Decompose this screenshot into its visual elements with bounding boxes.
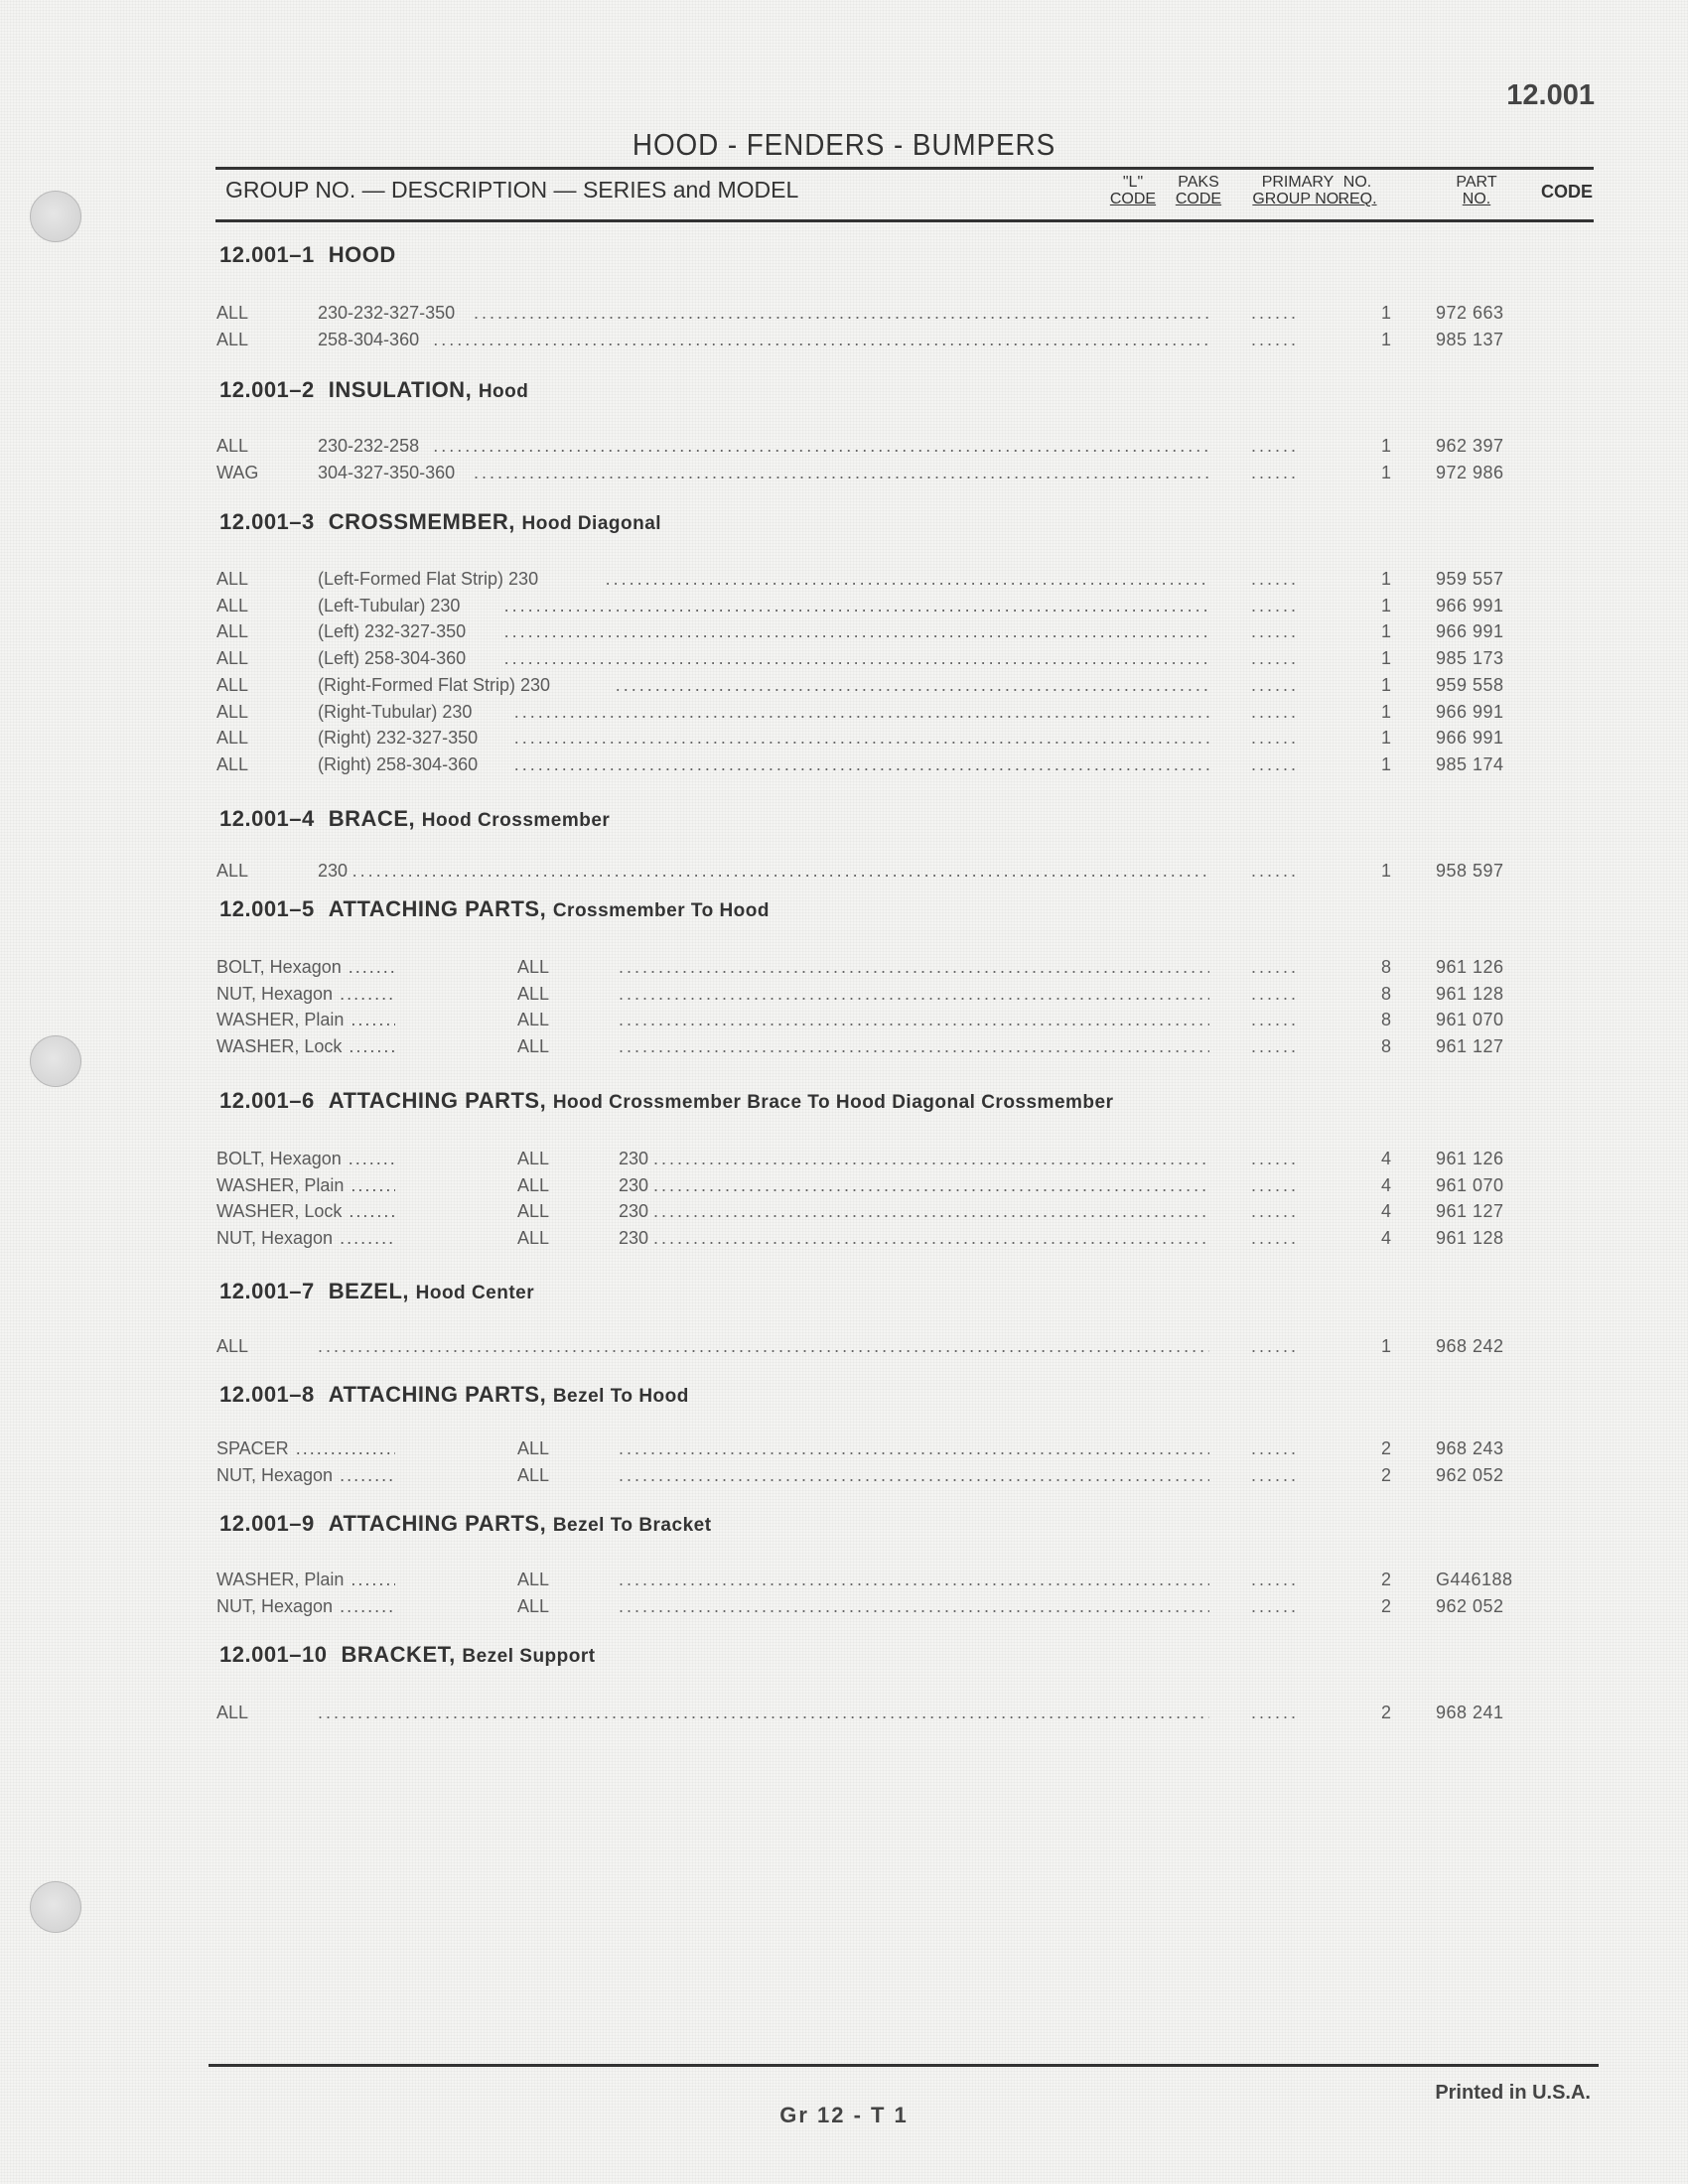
part-number: 959 557 bbox=[1436, 569, 1504, 589]
part-label: WASHER, Lock ..... bbox=[216, 1036, 395, 1057]
group-title: CROSSMEMBER, bbox=[328, 509, 515, 534]
header-part-line2: NO. bbox=[1462, 191, 1491, 207]
part-number: 972 663 bbox=[1436, 303, 1504, 323]
binder-hole-bottom bbox=[30, 1881, 81, 1933]
applicability: ALL bbox=[517, 1438, 550, 1458]
part-number: 961 127 bbox=[1436, 1201, 1504, 1222]
leader-dots bbox=[653, 1175, 1209, 1201]
quantity-required: 1 bbox=[1380, 728, 1391, 749]
primary-group-dots bbox=[1251, 621, 1299, 642]
group-number: 12.001–4 bbox=[219, 806, 315, 831]
leader-dots bbox=[619, 1438, 1209, 1464]
group-title: ATTACHING PARTS, bbox=[328, 1511, 547, 1536]
primary-group-dots bbox=[1251, 1228, 1299, 1249]
group-number: 12.001–8 bbox=[219, 1382, 315, 1407]
part-number: 961 126 bbox=[1436, 1149, 1504, 1168]
sheet-reference: Gr 12 - T 1 bbox=[779, 2103, 909, 2127]
leader-dots bbox=[616, 675, 1209, 701]
table-row bbox=[216, 1175, 1587, 1201]
applicability: ALL bbox=[517, 1010, 550, 1030]
table-row bbox=[216, 648, 1587, 674]
applicability: ALL bbox=[216, 569, 249, 589]
quantity-required: 8 bbox=[1380, 1010, 1391, 1030]
model-description: 230 bbox=[619, 1228, 649, 1249]
header-no-req bbox=[1328, 174, 1387, 207]
header-paks-code bbox=[1169, 174, 1228, 207]
quantity-required: 1 bbox=[1380, 462, 1391, 482]
primary-group-dots bbox=[1251, 303, 1299, 324]
applicability: ALL bbox=[517, 1570, 550, 1589]
part-number: 985 174 bbox=[1436, 753, 1504, 774]
binder-hole-top bbox=[30, 191, 81, 242]
group-heading bbox=[219, 509, 661, 535]
group-heading bbox=[219, 806, 610, 832]
model-description: (Left-Tubular) 230 bbox=[318, 595, 461, 615]
table-row bbox=[216, 1149, 1587, 1174]
group-title: ATTACHING PARTS, bbox=[328, 1382, 547, 1407]
group-subtitle: Hood bbox=[478, 381, 529, 402]
primary-group-dots bbox=[1251, 1336, 1299, 1357]
group-heading bbox=[219, 1642, 596, 1668]
model-description: (Left) 258-304-360 bbox=[318, 648, 467, 669]
applicability: ALL bbox=[216, 436, 249, 456]
primary-group-dots bbox=[1251, 1703, 1299, 1723]
page-number: 12.001 bbox=[1506, 79, 1595, 111]
leader-dots bbox=[352, 861, 1209, 887]
table-row bbox=[216, 569, 1587, 595]
quantity-required: 1 bbox=[1380, 1336, 1391, 1356]
applicability: ALL bbox=[216, 1336, 249, 1356]
header-part-no bbox=[1417, 174, 1536, 207]
group-subtitle: Crossmember To Hood bbox=[552, 900, 771, 921]
group-heading bbox=[219, 242, 396, 268]
group-heading bbox=[219, 1382, 689, 1408]
part-label: WASHER, Plain ..... bbox=[216, 1570, 395, 1590]
leader-dots bbox=[474, 303, 1209, 329]
header-part-line1: PART bbox=[1456, 174, 1497, 191]
table-row bbox=[216, 436, 1587, 462]
primary-group-dots bbox=[1251, 569, 1299, 590]
part-number: 961 070 bbox=[1436, 1010, 1504, 1030]
primary-group-dots bbox=[1251, 861, 1299, 882]
applicability: ALL bbox=[216, 303, 249, 323]
table-row bbox=[216, 702, 1587, 728]
leader-dots bbox=[653, 1228, 1209, 1254]
applicability: WAG bbox=[216, 462, 259, 482]
group-title: ATTACHING PARTS, bbox=[328, 1088, 547, 1113]
part-number: 966 991 bbox=[1436, 621, 1504, 642]
group-title: BEZEL, bbox=[328, 1279, 409, 1303]
table-row bbox=[216, 984, 1587, 1010]
group-number: 12.001–9 bbox=[219, 1511, 315, 1536]
leader-dots bbox=[619, 1596, 1209, 1622]
table-row bbox=[216, 1596, 1587, 1622]
group-number: 12.001–1 bbox=[219, 242, 315, 267]
table-row bbox=[216, 1336, 1587, 1362]
applicability: ALL bbox=[517, 1149, 550, 1168]
quantity-required: 4 bbox=[1380, 1149, 1391, 1168]
part-number: 968 242 bbox=[1436, 1336, 1504, 1356]
model-description: (Right-Tubular) 230 bbox=[318, 701, 473, 722]
column-header-row bbox=[215, 167, 1594, 222]
part-number: 962 052 bbox=[1436, 1464, 1504, 1485]
group-number: 12.001–7 bbox=[219, 1279, 315, 1303]
quantity-required: 1 bbox=[1380, 861, 1391, 881]
printed-note: Printed in U.S.A. bbox=[1435, 2082, 1591, 2104]
table-row bbox=[216, 1201, 1587, 1227]
table-row bbox=[216, 754, 1587, 780]
table-row bbox=[216, 330, 1587, 355]
applicability: ALL bbox=[517, 1201, 550, 1222]
binder-hole-middle bbox=[30, 1035, 81, 1087]
primary-group-dots bbox=[1251, 1438, 1299, 1459]
primary-group-dots bbox=[1251, 463, 1299, 483]
table-row bbox=[216, 675, 1587, 701]
leader-dots bbox=[433, 436, 1209, 462]
quantity-required: 1 bbox=[1380, 303, 1391, 323]
quantity-required: 1 bbox=[1380, 436, 1391, 456]
primary-group-dots bbox=[1251, 675, 1299, 696]
quantity-required: 1 bbox=[1380, 648, 1391, 669]
part-number: 972 986 bbox=[1436, 462, 1504, 482]
leader-dots bbox=[514, 702, 1209, 728]
part-label: BOLT, Hexagon ..... bbox=[216, 1149, 395, 1169]
leader-dots bbox=[433, 330, 1209, 355]
header-paks-line2: CODE bbox=[1175, 191, 1222, 207]
group-title: BRACE, bbox=[328, 806, 416, 831]
applicability: ALL bbox=[517, 1228, 550, 1249]
group-number: 12.001–10 bbox=[219, 1642, 328, 1667]
part-label: BOLT, Hexagon ..... bbox=[216, 957, 395, 978]
table-row bbox=[216, 1703, 1587, 1728]
part-label: SPACER ..... bbox=[216, 1438, 395, 1459]
leader-dots bbox=[514, 754, 1209, 780]
table-row bbox=[216, 1570, 1587, 1595]
header-primary-line1: PRIMARY bbox=[1261, 174, 1335, 191]
part-number: 961 127 bbox=[1436, 1036, 1504, 1057]
group-subtitle: Hood Crossmember Brace To Hood Diagonal Crossmember bbox=[552, 1092, 1114, 1113]
table-row bbox=[216, 621, 1587, 647]
leader-dots bbox=[619, 1036, 1209, 1062]
quantity-required: 1 bbox=[1380, 674, 1391, 695]
quantity-required: 2 bbox=[1380, 1703, 1391, 1722]
primary-group-dots bbox=[1251, 1036, 1299, 1057]
leader-dots bbox=[606, 569, 1209, 595]
primary-group-dots bbox=[1251, 1201, 1299, 1222]
model-description: 304-327-350-360 bbox=[318, 462, 456, 482]
section-title: HOOD - FENDERS - BUMPERS bbox=[632, 127, 1056, 162]
applicability: ALL bbox=[216, 674, 249, 695]
model-description: 258-304-360 bbox=[318, 329, 420, 349]
model-description: (Left) 232-327-350 bbox=[318, 621, 467, 642]
applicability: ALL bbox=[216, 701, 249, 722]
applicability: ALL bbox=[216, 861, 249, 881]
part-label: NUT, Hexagon ..... bbox=[216, 1228, 395, 1249]
table-row bbox=[216, 596, 1587, 621]
quantity-required: 4 bbox=[1380, 1228, 1391, 1249]
applicability: ALL bbox=[216, 753, 249, 774]
header-code: CODE bbox=[1541, 182, 1594, 202]
part-number: 958 597 bbox=[1436, 861, 1504, 881]
table-row bbox=[216, 1465, 1587, 1491]
group-heading bbox=[219, 1279, 534, 1304]
primary-group-dots bbox=[1251, 1149, 1299, 1169]
primary-group-dots bbox=[1251, 754, 1299, 775]
quantity-required: 2 bbox=[1380, 1595, 1391, 1616]
model-description: 230-232-327-350 bbox=[318, 303, 456, 323]
group-subtitle: Bezel To Bracket bbox=[552, 1515, 712, 1536]
group-subtitle: Bezel To Hood bbox=[552, 1386, 689, 1407]
table-row bbox=[216, 1438, 1587, 1464]
part-number: 961 128 bbox=[1436, 1228, 1504, 1249]
leader-dots bbox=[619, 1570, 1209, 1595]
part-number: 961 070 bbox=[1436, 1174, 1504, 1195]
quantity-required: 2 bbox=[1380, 1570, 1391, 1589]
part-number: G446188 bbox=[1436, 1570, 1513, 1589]
model-description: (Right) 232-327-350 bbox=[318, 728, 479, 749]
group-heading bbox=[219, 896, 770, 922]
part-label: NUT, Hexagon ..... bbox=[216, 984, 395, 1005]
applicability: ALL bbox=[216, 329, 249, 349]
leader-dots bbox=[619, 1465, 1209, 1491]
part-number: 968 243 bbox=[1436, 1438, 1504, 1458]
applicability: ALL bbox=[517, 1174, 550, 1195]
applicability: ALL bbox=[216, 595, 249, 615]
header-primary-line2: GROUP NO. bbox=[1252, 191, 1343, 207]
part-label: WASHER, Plain ..... bbox=[216, 1175, 395, 1196]
applicability: ALL bbox=[517, 1595, 550, 1616]
model-description: 230 bbox=[318, 861, 349, 881]
primary-group-dots bbox=[1251, 1175, 1299, 1196]
leader-dots bbox=[514, 728, 1209, 753]
primary-group-dots bbox=[1251, 330, 1299, 350]
group-heading bbox=[219, 1088, 1113, 1114]
applicability: ALL bbox=[517, 1464, 550, 1485]
leader-dots bbox=[318, 1336, 1209, 1362]
group-number: 12.001–3 bbox=[219, 509, 315, 534]
part-number: 959 558 bbox=[1436, 674, 1504, 695]
part-number: 962 397 bbox=[1436, 436, 1504, 456]
group-title: ATTACHING PARTS, bbox=[328, 896, 547, 921]
model-description: 230-232-258 bbox=[318, 436, 420, 456]
table-row bbox=[216, 463, 1587, 488]
primary-group-dots bbox=[1251, 1010, 1299, 1030]
primary-group-dots bbox=[1251, 1596, 1299, 1617]
header-l-code-line2: CODE bbox=[1109, 191, 1157, 207]
table-row bbox=[216, 728, 1587, 753]
group-heading bbox=[219, 1511, 712, 1537]
applicability: ALL bbox=[216, 648, 249, 669]
group-heading bbox=[219, 377, 528, 403]
header-noreq-line1: NO. bbox=[1342, 174, 1372, 191]
table-row bbox=[216, 861, 1587, 887]
leader-dots bbox=[504, 596, 1209, 621]
part-number: 966 991 bbox=[1436, 728, 1504, 749]
part-label: NUT, Hexagon ..... bbox=[216, 1465, 395, 1486]
quantity-required: 1 bbox=[1380, 621, 1391, 642]
primary-group-dots bbox=[1251, 702, 1299, 723]
primary-group-dots bbox=[1251, 957, 1299, 978]
primary-group-dots bbox=[1251, 984, 1299, 1005]
part-label: NUT, Hexagon ..... bbox=[216, 1596, 395, 1617]
group-subtitle: Hood Center bbox=[415, 1283, 535, 1303]
model-description: (Left-Formed Flat Strip) 230 bbox=[318, 569, 539, 589]
group-subtitle: Hood Crossmember bbox=[421, 810, 611, 831]
group-number: 12.001–6 bbox=[219, 1088, 315, 1113]
header-paks-line1: PAKS bbox=[1178, 174, 1219, 191]
leader-dots bbox=[653, 1149, 1209, 1174]
quantity-required: 1 bbox=[1380, 595, 1391, 615]
model-description: 230 bbox=[619, 1174, 649, 1195]
leader-dots bbox=[318, 1703, 1209, 1728]
model-description: 230 bbox=[619, 1149, 649, 1168]
group-subtitle: Hood Diagonal bbox=[521, 513, 662, 534]
group-title: HOOD bbox=[328, 242, 396, 267]
part-number: 966 991 bbox=[1436, 595, 1504, 615]
part-number: 961 128 bbox=[1436, 983, 1504, 1004]
model-description: 230 bbox=[619, 1201, 649, 1222]
table-row bbox=[216, 1036, 1587, 1062]
primary-group-dots bbox=[1251, 728, 1299, 749]
header-description: GROUP NO. — DESCRIPTION — SERIES and MODEL bbox=[225, 177, 799, 203]
table-row bbox=[216, 1228, 1587, 1254]
quantity-required: 1 bbox=[1380, 569, 1391, 589]
quantity-required: 8 bbox=[1380, 957, 1391, 977]
applicability: ALL bbox=[517, 957, 550, 977]
leader-dots bbox=[474, 463, 1209, 488]
group-title: INSULATION, bbox=[328, 377, 473, 402]
applicability: ALL bbox=[216, 1703, 249, 1722]
primary-group-dots bbox=[1251, 648, 1299, 669]
part-number: 966 991 bbox=[1436, 701, 1504, 722]
part-number: 961 126 bbox=[1436, 957, 1504, 977]
quantity-required: 2 bbox=[1380, 1464, 1391, 1485]
part-number: 985 137 bbox=[1436, 329, 1504, 349]
quantity-required: 1 bbox=[1380, 701, 1391, 722]
quantity-required: 1 bbox=[1380, 329, 1391, 349]
header-l-code bbox=[1102, 174, 1164, 207]
applicability: ALL bbox=[517, 983, 550, 1004]
quantity-required: 4 bbox=[1380, 1174, 1391, 1195]
footer-rule bbox=[209, 2064, 1599, 2067]
leader-dots bbox=[504, 648, 1209, 674]
leader-dots bbox=[504, 621, 1209, 647]
quantity-required: 8 bbox=[1380, 983, 1391, 1004]
part-number: 962 052 bbox=[1436, 1595, 1504, 1616]
primary-group-dots bbox=[1251, 436, 1299, 457]
primary-group-dots bbox=[1251, 596, 1299, 616]
header-l-code-line1: "L" bbox=[1122, 174, 1144, 191]
primary-group-dots bbox=[1251, 1570, 1299, 1590]
quantity-required: 4 bbox=[1380, 1201, 1391, 1222]
applicability: ALL bbox=[517, 1036, 550, 1057]
applicability: ALL bbox=[216, 621, 249, 642]
quantity-required: 2 bbox=[1380, 1438, 1391, 1458]
header-noreq-line2: REQ. bbox=[1337, 191, 1377, 207]
table-row bbox=[216, 303, 1587, 329]
model-description: (Right-Formed Flat Strip) 230 bbox=[318, 674, 551, 695]
group-title: BRACKET, bbox=[341, 1642, 456, 1667]
group-number: 12.001–2 bbox=[219, 377, 315, 402]
group-number: 12.001–5 bbox=[219, 896, 315, 921]
leader-dots bbox=[653, 1201, 1209, 1227]
part-number: 985 173 bbox=[1436, 648, 1504, 669]
group-subtitle: Bezel Support bbox=[462, 1646, 596, 1667]
quantity-required: 8 bbox=[1380, 1036, 1391, 1057]
part-label: WASHER, Plain ..... bbox=[216, 1010, 395, 1030]
leader-dots bbox=[619, 1010, 1209, 1035]
applicability: ALL bbox=[216, 728, 249, 749]
quantity-required: 1 bbox=[1380, 753, 1391, 774]
leader-dots bbox=[619, 957, 1209, 983]
part-label: WASHER, Lock ..... bbox=[216, 1201, 395, 1222]
primary-group-dots bbox=[1251, 1465, 1299, 1486]
model-description: (Right) 258-304-360 bbox=[318, 753, 479, 774]
table-row bbox=[216, 1010, 1587, 1035]
leader-dots bbox=[619, 984, 1209, 1010]
part-number: 968 241 bbox=[1436, 1703, 1504, 1722]
table-row bbox=[216, 957, 1587, 983]
